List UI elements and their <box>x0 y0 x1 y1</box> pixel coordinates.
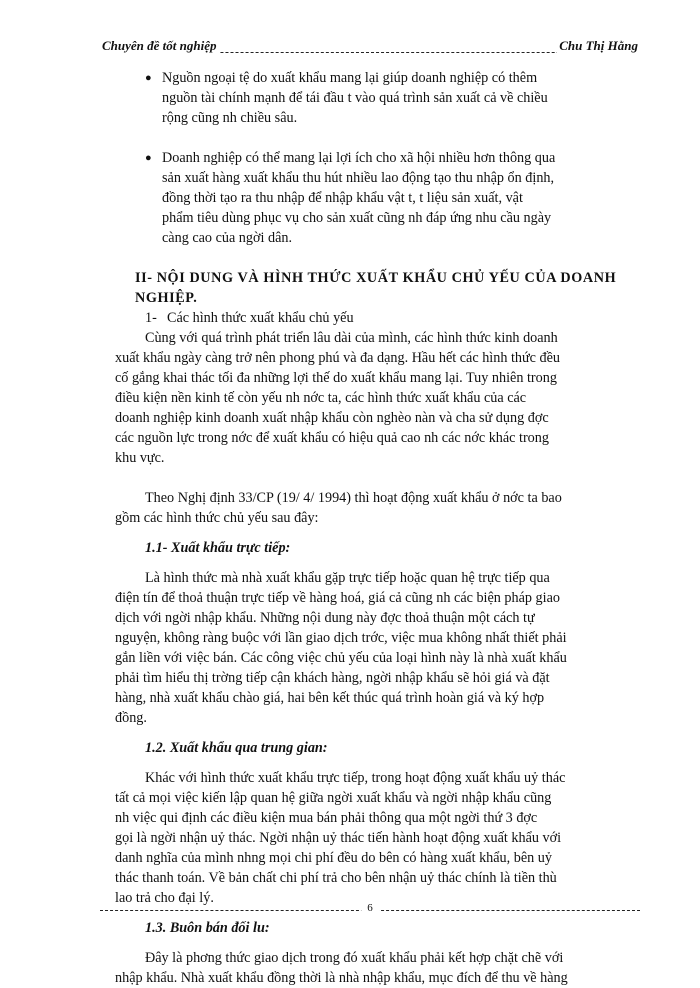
bullet-line: sản xuất hàng xuất khẩu thu hút nhiều lao động tạo thu nhập ổn định, <box>162 170 555 186</box>
bullet-icon: ● <box>145 72 152 84</box>
paragraph-line: điện tín để thoả thuận trực tiếp về hàng hoá, giá cả cũng nh các biện pháp giao <box>115 590 560 606</box>
subsection-heading: 1.2. Xuất khẩu qua trung gian: <box>145 740 328 756</box>
subsection-heading: 1.3. Buôn bán đối lu: <box>145 920 270 936</box>
paragraph-line: các nguồn lực trong nớc để xuất khẩu có hiệu quả cao nh các nớc khác trong <box>115 430 549 446</box>
paragraph <box>115 328 641 468</box>
paragraph-line: điều kiện nền kinh tế còn yếu nh nớc ta, các hình thức xuất khẩu của các <box>115 390 527 406</box>
bullet-item <box>145 148 641 248</box>
paragraph <box>115 568 641 728</box>
bullet-line: nguồn tài chính mạnh để tái đầu t vào quá trình sản xuất cả về chiều <box>162 90 548 106</box>
subsection-heading: 1.1- Xuất khẩu trực tiếp: <box>145 540 291 556</box>
paragraph-line: Đây là phơng thức giao dịch trong đó xuất khẩu phải kết hợp chặt chẽ với <box>145 950 564 966</box>
paragraph-line: phải tìm hiểu thị trờng tiếp cận khách hàng, ngời nhập khẩu sẽ hỏi giá và đặt <box>115 670 550 686</box>
paragraph-line: thác thanh toán. Về bản chất chi phí trả cho bên nhận uỷ thác chính là tiền thù <box>115 870 557 886</box>
paragraph-line: gồm các hình thức chủ yếu sau đây: <box>115 510 319 526</box>
subheading <box>145 308 641 328</box>
header-author: Chu Thị Hằng <box>559 38 638 53</box>
paragraph-line: nh việc qui định các điều kiện mua bán phải thông qua một ngời thứ 3 đợc <box>115 810 538 826</box>
bullet-line: phẩm tiêu dùng phục vụ cho sản xuất cũng nh đáp ứng nhu cầu ngày <box>162 210 552 226</box>
paragraph-line: danh nghĩa của mình nhng mọi chi phí đều do bên có hàng xuất khẩu, bên uỷ <box>115 850 552 866</box>
bullet-line: Nguồn ngoại tệ do xuất khẩu mang lại giúp doanh nghiệp có thêm <box>162 70 538 86</box>
paragraph-line: Khác với hình thức xuất khẩu trực tiếp, trong hoạt động xuất khẩu uỷ thác <box>145 770 566 786</box>
bullet-item <box>145 68 641 128</box>
paragraph-line: gắn liền với việc bán. Các công việc chủ yếu của loại hình này là nhà xuất khẩu <box>115 650 567 666</box>
header-title: Chuyên đề tốt nghiệp <box>102 38 217 53</box>
paragraph-line: xuất khẩu ngày càng trở nên phong phú và đa dạng. Hầu hết các hình thức đều <box>115 350 561 366</box>
paragraph-line: nguyện, không ràng buộc với lần giao dịch trớc, việc mua không nhất thiết phải <box>115 630 567 646</box>
paragraph-line: tất cả mọi việc kiến lập quan hệ giữa ngời xuất khẩu và ngời nhập khẩu cũng <box>115 790 552 806</box>
paragraph-line: Theo Nghị định 33/CP (19/ 4/ 1994) thì hoạt động xuất khẩu ở nớc ta bao <box>145 490 562 506</box>
bullet-icon: ● <box>145 152 152 164</box>
paragraph-line: gọi là ngời nhận uỷ thác. Ngời nhận uỷ thác tiến hành hoạt động xuất khẩu với <box>115 830 562 846</box>
page-number: 6 <box>361 902 379 914</box>
paragraph-line: Là hình thức mà nhà xuất khẩu gặp trực tiếp hoặc quan hệ trực tiếp qua <box>145 570 550 586</box>
paragraph <box>115 768 641 908</box>
paragraph-line: đồng. <box>115 710 147 726</box>
paragraph-line: doanh nghiệp kinh doanh xuất nhập khẩu còn nghèo nàn và cha sử dụng đợc <box>115 410 549 426</box>
section-heading: NGHIỆP. <box>135 290 198 306</box>
paragraph <box>115 948 641 988</box>
paragraph-line: cố gắng khai thác tối đa những lợi thế do xuất khẩu mang lại. Tuy nhiên trong <box>115 370 557 386</box>
bullet-line: Doanh nghiệp có thể mang lại lợi ích cho xã hội nhiều hơn thông qua <box>162 150 556 166</box>
paragraph-line: nhập khẩu. Nhà xuất khẩu đồng thời là nhà nhập khẩu, mục đích để thu về hàng <box>115 970 568 986</box>
bullet-line: càng cao của ngời dân. <box>162 230 293 246</box>
paragraph-line: dịch với ngời nhập khẩu. Những nội dung này đợc thoả thuận một cách tự <box>115 610 535 626</box>
section-heading: II- NỘI DUNG VÀ HÌNH THỨC XUẤT KHẨU CHỦ YẾU CỦA DOANH <box>135 270 617 286</box>
subheading-number: 1- <box>145 310 157 326</box>
paragraph-line: khu vực. <box>115 450 165 466</box>
page-header <box>100 38 640 60</box>
paragraph-line: Cùng với quá trình phát triển lâu dài của mình, các hình thức kinh doanh <box>145 330 558 346</box>
subheading-text: Các hình thức xuất khẩu chủ yếu <box>167 310 354 326</box>
paragraph-line: hàng, nhà xuất khẩu chào giá, hai bên kết thúc quá trình hoàn giá và ký hợp <box>115 690 545 706</box>
bullet-line: đồng thời tạo ra thu nhập để nhập khẩu vật t, t liệu sản xuất, vật <box>162 190 523 206</box>
bullet-line: rộng cũng nh chiều sâu. <box>162 110 298 126</box>
document-body <box>115 68 641 988</box>
page-footer <box>100 902 640 922</box>
paragraph <box>115 488 641 528</box>
paragraph-line: lao trả cho đại lý. <box>115 890 214 906</box>
